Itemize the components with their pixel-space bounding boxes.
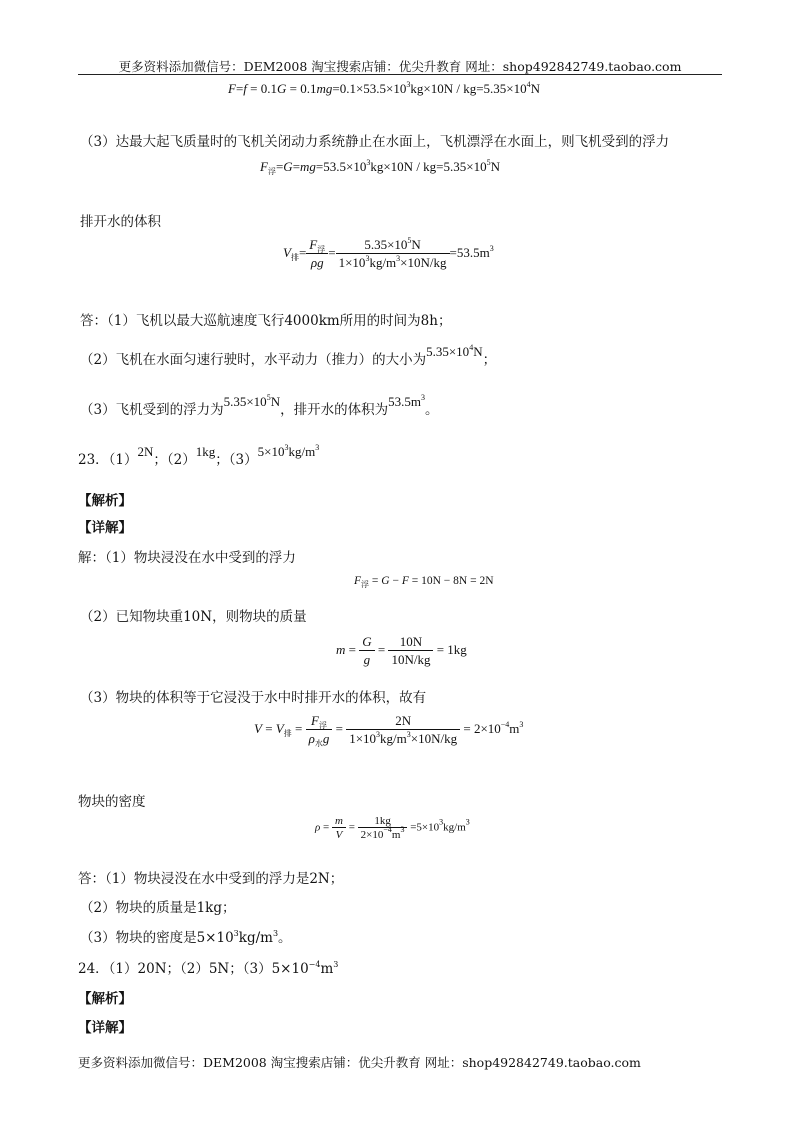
q23-summary: 23．（1）2N；（2）1kg；$(3)5\times 10^3kg/m^3$ [78, 443, 320, 468]
q23-step-3: （3）物块的体积等于它浸没于水中时排开水的体积，故有 [80, 690, 427, 706]
q24-detail-heading: 【详解】 [78, 1020, 132, 1036]
page-header: 更多资料添加微信号：DEM2008 淘宝搜索店铺：优尖升教育 网址：shop492842749.taobao.com [118, 59, 682, 74]
q23-step-1: 解：（1）物块浸没在水中受到的浮力 [78, 550, 296, 566]
q22-part3-text: （3）达最大起飞质量时的飞机关闭动力系统静止在水面上，飞机漂浮在水面上，则飞机受到的浮力 [80, 134, 670, 150]
density-label: 物块的密度 [78, 794, 146, 810]
q23-answer-2: （2）物块的质量是1kg； [80, 900, 236, 916]
q22-answer-2: （2）飞机在水面匀速行驶时，水平动力（推力）的大小为$5.35\times 10^4N$； [80, 343, 497, 368]
q22-answer-1: 答：（1）飞机以最大巡航速度飞行4000km所用的时间为8h； [80, 313, 452, 329]
q22-answer-3: （3）飞机受到的浮力为$5.35\times 10^5N$，排开水的体积为$53.5m^3$。 [80, 393, 439, 418]
displaced-volume-label: 排开水的体积 [80, 214, 161, 230]
q23-equation-3: $V = V_排$ = $\frac{F_浮}{\rho_水g}$ = $\frac{2N}{1\times 10^3kg/m^3\times 10N/kg}$ = $2\times 10^{-4}m^3$ [254, 713, 524, 748]
q23-step-2: （2）已知物块重10N，则物块的质量 [80, 609, 307, 625]
q24-analysis-heading: 【解析】 [78, 991, 132, 1007]
q23-analysis-heading: 【解析】 [78, 493, 132, 509]
q23-equation-4: ρ = $\frac{m}{V}$ = $\frac{1kg}{2\times 10^{-4}m^3}$ $=5\times 10^3kg/m^3$ [315, 815, 470, 841]
q23-answer-1: 答：（1）物块浸没在水中受到的浮力是2N； [78, 871, 344, 887]
equation-volume: $V_排=$ $\frac{F_浮}{\rho g}$ = $\frac{5.35\times 10^5N}{1\times 10^3kg/m^3\times 10N/kg}$ $=53.5m^3$ [283, 236, 494, 270]
q23-equation-1: $F_浮 = G - F = 10N - 8N = 2N$ [354, 575, 494, 589]
q23-detail-heading: 【详解】 [78, 520, 132, 536]
equation-buoyancy: $F_浮=G=mg=53.5\times 10^3kg\times 10N / kg=5.35\times 10^5N$ [260, 158, 500, 176]
q23-equation-2: m = $\frac{G}{g}$ = $\frac{10N}{10N/kg}$ = 1kg [336, 634, 467, 667]
page-footer: 更多资料添加微信号：DEM2008 淘宝搜索店铺：优尖升教育 网址：shop492842749.taobao.com [78, 1055, 641, 1070]
q24-summary: 24．（1）20N；（2）5N；$(3)5\times 10^{-4}m^3$ [78, 960, 339, 977]
equation-force: $F=f = 0.1G = 0.1mg=0.1\times 53.5\times 10^3kg\times 10N / kg=5.35\times 10^4N$ [228, 80, 541, 96]
q23-answer-3: （3）物块的密度是$5\times 10^3kg/m^3$。 [80, 929, 292, 946]
header-rule [78, 74, 722, 75]
